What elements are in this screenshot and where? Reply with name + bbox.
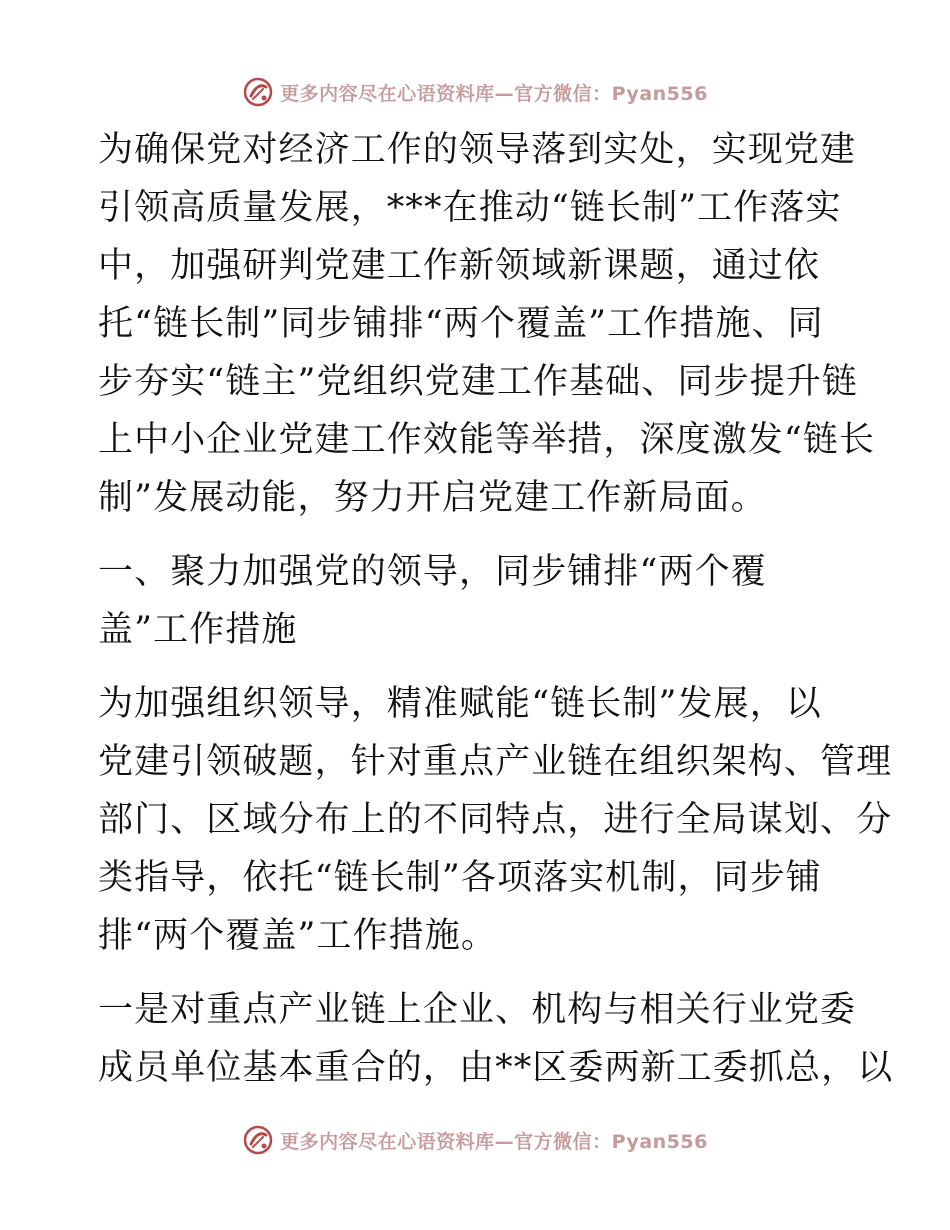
text-line: 为确保党对经济工作的领导落到实处，实现党建 [98,130,857,170]
section-heading-line: 一、聚力加强党的领导，同步铺排“两个覆 [98,552,767,592]
red-stamp-logo-icon [242,1124,274,1156]
text-line: 成员单位基本重合的，由**区委两新工委抓总，以 [98,1048,894,1088]
text-line: 排“两个覆盖”工作措施。 [98,916,497,956]
section-heading-line: 盖”工作措施 [98,610,298,650]
header-watermark [0,72,950,112]
watermark-text: 更多内容尽在心语资料库—官方微信：Pyan556 [280,1130,708,1153]
text-line: 党建引领破题，针对重点产业链在组织架构、管理 [98,742,893,782]
text-line: 上中小企业党建工作效能等举措，深度激发“链长 [98,420,876,460]
footer-watermark [0,1120,950,1160]
text-line: 引领高质量发展，***在推动“链长制”工作落实 [98,188,842,228]
text-line: 部门、区域分布上的不同特点，进行全局谋划、分 [98,800,893,840]
text-line: 步夯实“链主”党组织党建工作基础、同步提升链 [98,362,858,402]
red-stamp-logo-icon [242,76,274,108]
text-line: 中，加强研判党建工作新领域新课题，通过依 [98,246,821,286]
text-line: 制”发展动能，努力开启党建工作新局面。 [98,478,767,518]
text-line: 一是对重点产业链上企业、机构与相关行业党委 [98,990,857,1030]
text-line: 类指导，依托“链长制”各项落实机制，同步铺 [98,858,822,898]
watermark-text: 更多内容尽在心语资料库—官方微信：Pyan556 [280,82,708,105]
text-line: 为加强组织领导，精准赋能“链长制”发展，以 [98,684,822,724]
text-line: 托“链长制”同步铺排“两个覆盖”工作措施、同 [98,304,824,344]
